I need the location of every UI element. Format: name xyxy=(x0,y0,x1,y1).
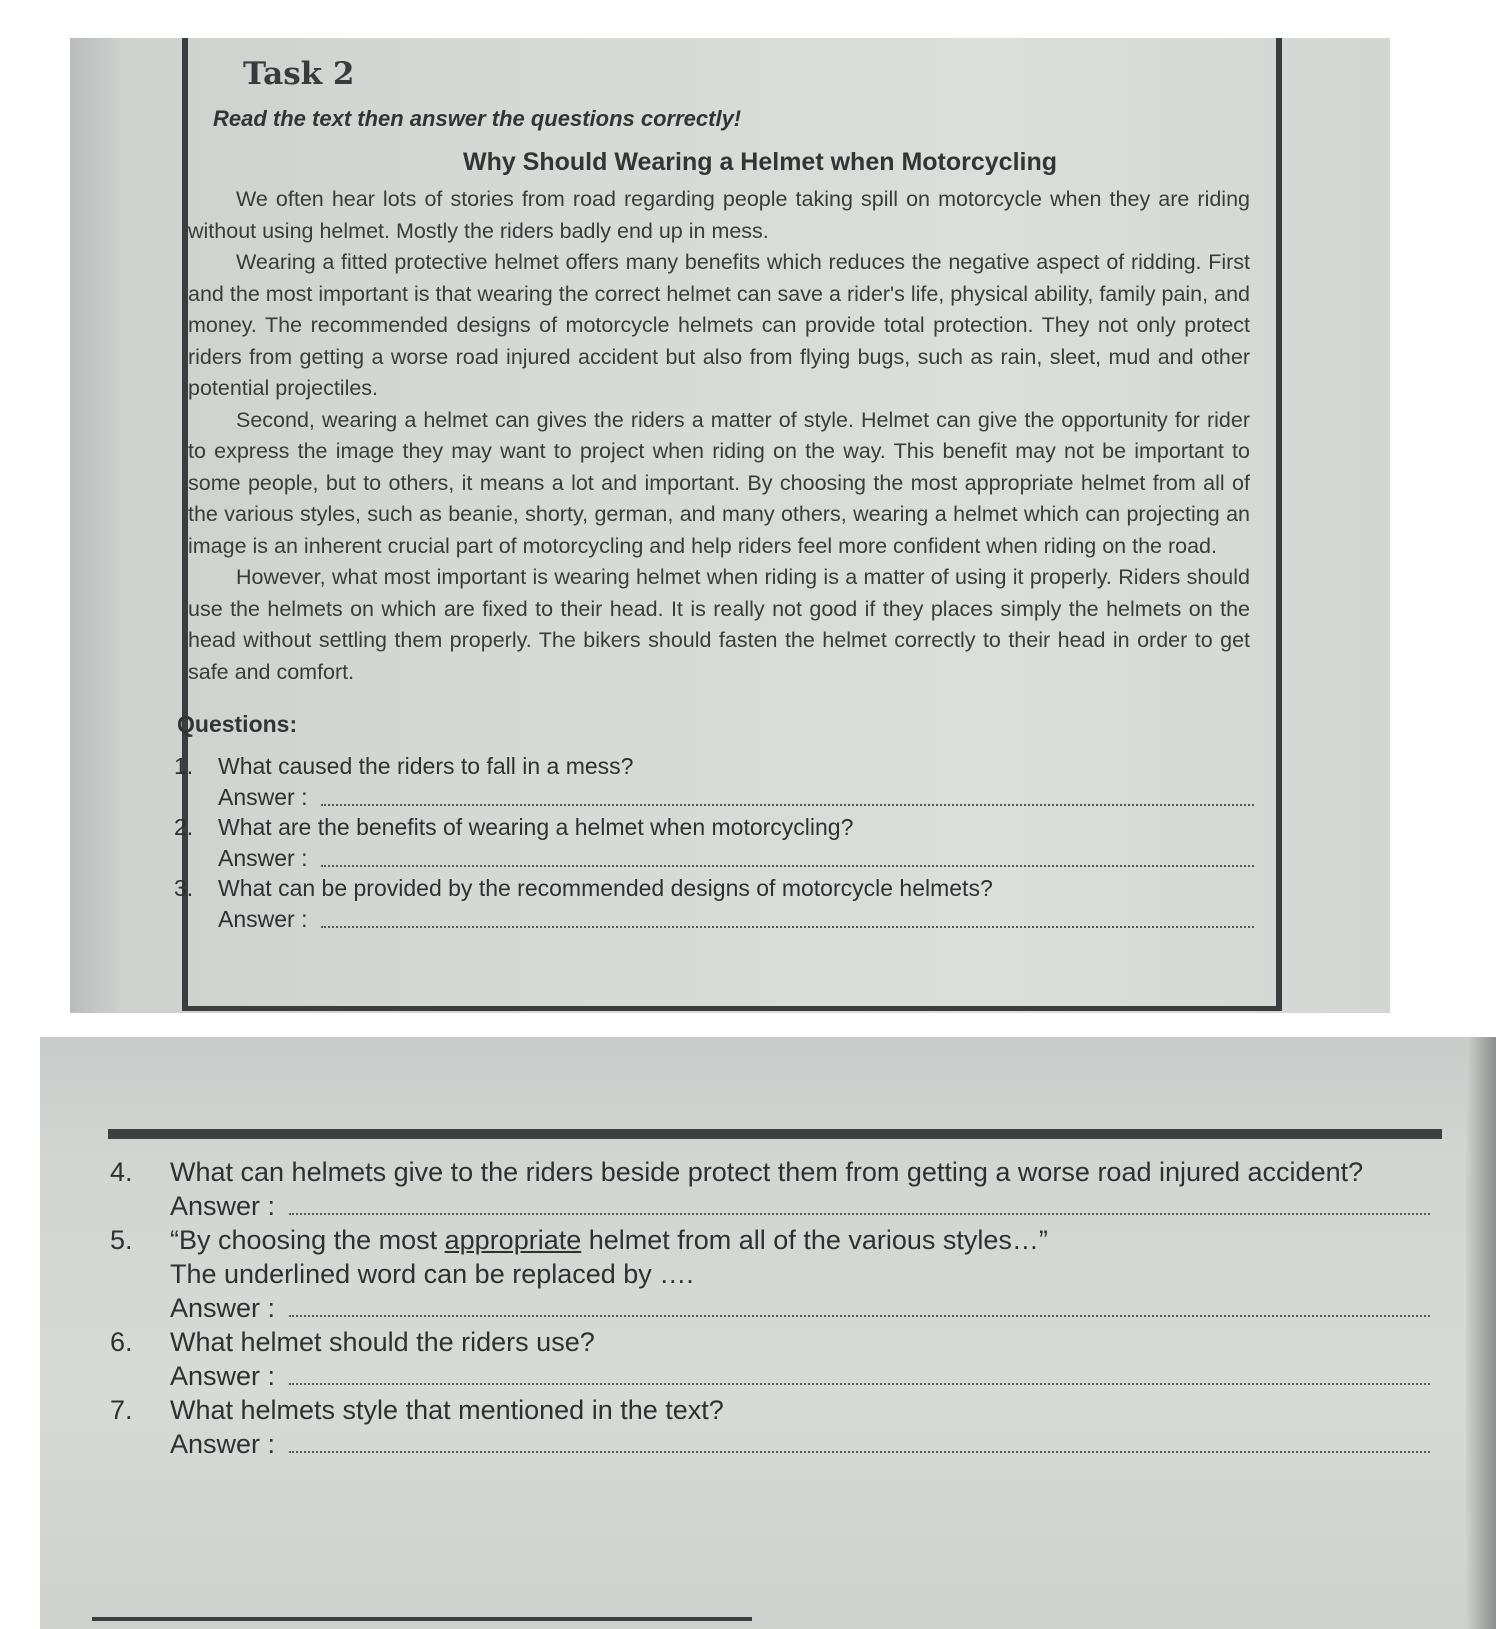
passage-title: Why Should Wearing a Helmet when Motorcycling xyxy=(462,148,1058,176)
answer-blank[interactable] xyxy=(289,1450,1430,1453)
instruction-text: Read the text then answer the questions correctly! xyxy=(213,106,742,131)
question-text: What can be provided by the recommended designs of motorcycle helmets? xyxy=(218,875,993,901)
question-item xyxy=(110,1325,1430,1393)
question-item xyxy=(110,1155,1430,1223)
page-border-bottom xyxy=(92,1617,752,1621)
worksheet-page-1 xyxy=(70,38,1390,1013)
question-number: 1. xyxy=(174,753,194,779)
page-border-top xyxy=(108,1129,1442,1139)
answer-line[interactable] xyxy=(170,1427,1430,1461)
answer-line[interactable] xyxy=(170,1359,1430,1393)
answer-line[interactable] xyxy=(218,842,1254,873)
answer-blank[interactable] xyxy=(289,1212,1430,1215)
question-number: 3. xyxy=(174,875,194,901)
question-list xyxy=(174,751,1254,934)
book-spine-shadow xyxy=(1466,1037,1496,1629)
passage-paragraph: Second, wearing a helmet can gives the riders a matter of style. Helmet can give the opportunity for rider to express the image they may want to project when riding on the way. This benefit may not be important to some people, but to others, it means a lot and important. By choosing the most appropriate helmet from all of the various styles, such as beanie, shorty, german, and many others, wearing a helmet which can projecting an image is an inherent crucial part of motorcycling and help riders feel more confident when riding on the road. xyxy=(188,407,1250,558)
question-text: What caused the riders to fall in a mess? xyxy=(218,753,634,779)
question-item xyxy=(110,1223,1430,1325)
question-item xyxy=(174,812,1254,873)
quote-end: helmet from all of the various styles…” xyxy=(581,1225,1048,1255)
question-subtext: The underlined word can be replaced by …. xyxy=(170,1259,694,1289)
answer-label: Answer : xyxy=(218,845,308,871)
task-title: Task 2 xyxy=(243,56,355,92)
question-item xyxy=(110,1393,1430,1461)
answer-label: Answer : xyxy=(170,1293,276,1323)
question-number: 7. xyxy=(110,1395,133,1425)
answer-blank[interactable] xyxy=(321,925,1254,928)
answer-label: Answer : xyxy=(170,1361,276,1391)
answer-label: Answer : xyxy=(170,1191,276,1221)
question-text: What helmets style that mentioned in the text? xyxy=(170,1395,724,1425)
passage-paragraph: We often hear lots of stories from road regarding people taking spill on motorcycle when they are riding without using helmet. Mostly the riders badly end up in mess. xyxy=(188,187,1250,243)
answer-label: Answer : xyxy=(170,1429,276,1459)
question-list-continued xyxy=(110,1155,1430,1461)
reading-passage xyxy=(188,184,1250,688)
answer-line[interactable] xyxy=(218,903,1254,934)
question-item xyxy=(174,751,1254,812)
answer-label: Answer : xyxy=(218,784,308,810)
question-item xyxy=(174,873,1254,934)
answer-blank[interactable] xyxy=(289,1314,1430,1317)
question-text: What are the benefits of wearing a helmet when motorcycling? xyxy=(218,814,854,840)
answer-line[interactable] xyxy=(218,781,1254,812)
question-number: 6. xyxy=(110,1327,133,1357)
answer-blank[interactable] xyxy=(321,803,1254,806)
questions-heading: Questions: xyxy=(177,711,298,737)
answer-blank[interactable] xyxy=(289,1382,1430,1385)
worksheet-page-2 xyxy=(40,1037,1496,1629)
question-number: 5. xyxy=(110,1225,133,1255)
passage-paragraph: However, what most important is wearing helmet when riding is a matter of using it properly. Riders should use the helmets on which are fixed to their head. It is really not good if they places simply the helmets on the head without settling them properly. The bikers should fasten the helmet correctly to their head in order to get safe and comfort. xyxy=(188,565,1250,684)
question-text: What helmet should the riders use? xyxy=(170,1327,595,1357)
underlined-word: appropriate xyxy=(444,1225,582,1255)
quote-start: “By choosing the most xyxy=(170,1225,445,1255)
question-number: 4. xyxy=(110,1157,133,1187)
question-text xyxy=(170,1223,1430,1257)
question-text: What can helmets give to the riders beside protect them from getting a worse road injured accident? xyxy=(170,1157,1364,1187)
answer-blank[interactable] xyxy=(321,864,1254,867)
answer-line[interactable] xyxy=(170,1291,1430,1325)
answer-label: Answer : xyxy=(218,906,308,932)
passage-paragraph: Wearing a fitted protective helmet offers many benefits which reduces the negative aspect of ridding. First and the most important is that wearing the correct helmet can save a rider's life, physical ability, family pain, and money. The recommended designs of motorcycle helmets can provide total protection. They not only protect riders from getting a worse road injured accident but also from flying bugs, such as rain, sleet, mud and other potential projectiles. xyxy=(188,250,1250,400)
answer-line[interactable] xyxy=(170,1189,1430,1223)
question-number: 2. xyxy=(174,814,194,840)
